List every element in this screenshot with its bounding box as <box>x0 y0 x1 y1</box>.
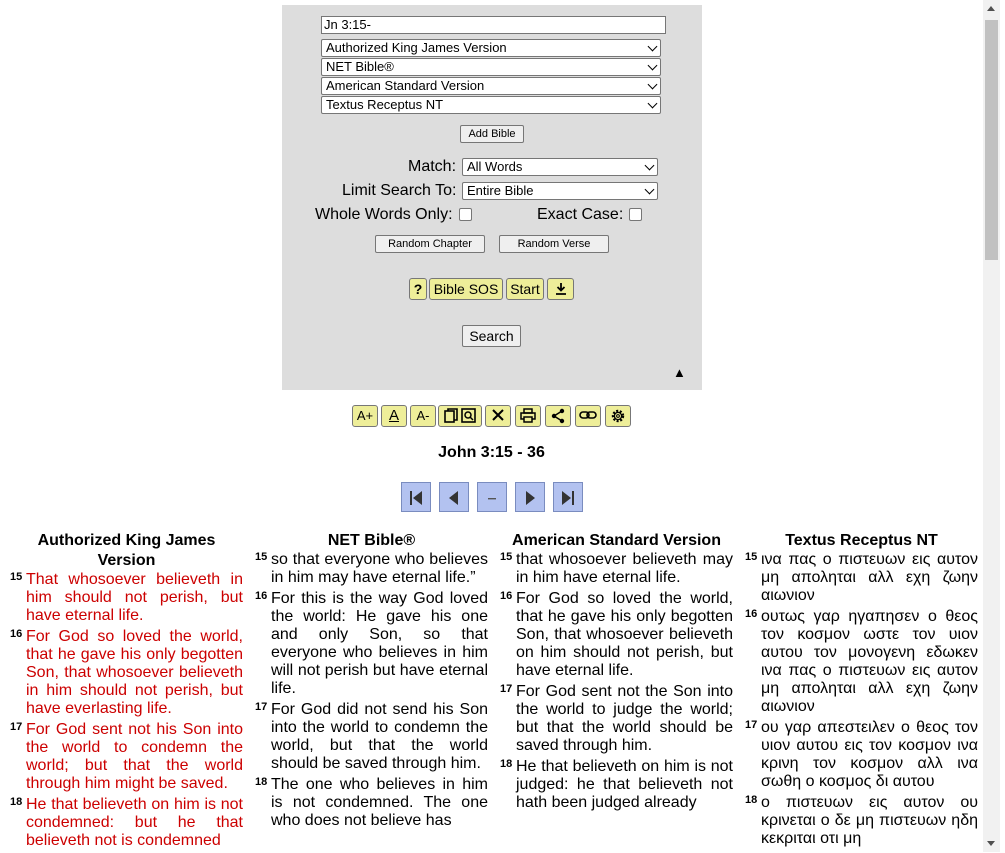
column-title: NET Bible® <box>327 532 416 549</box>
verse <box>500 683 733 755</box>
verse-text: ινα πας ο πιστευων εις αυτον μη αποληται αλλ εχη ζωην αιωνιον <box>761 551 978 604</box>
add-bible-button[interactable]: Add Bible <box>460 125 524 143</box>
skip-first-icon <box>408 490 424 506</box>
bible-column-asv <box>500 531 733 815</box>
bible-select-1[interactable]: Authorized King James Version <box>321 39 661 57</box>
dash-icon <box>484 490 500 506</box>
verse-number: 17 <box>10 721 23 733</box>
clear-button[interactable] <box>485 405 511 427</box>
verse <box>745 608 978 716</box>
next-button[interactable] <box>515 482 545 512</box>
verse <box>745 551 978 605</box>
verse-text: so that everyone who believes in him may have eternal life.” <box>271 551 488 586</box>
match-label: Match: <box>408 158 457 175</box>
verse-text: For God sent not his Son into the world to condemn the world; but that the world through him might be saved. <box>26 721 243 792</box>
exact-case-label: Exact Case: <box>537 206 624 223</box>
chevron-down-icon <box>648 99 658 109</box>
verse-number: 17 <box>255 701 268 713</box>
last-chapter-button[interactable] <box>553 482 583 512</box>
print-button[interactable] <box>515 405 541 427</box>
verse-text: That whosoever believeth in him should not perish, but have eternal life. <box>26 571 243 624</box>
vertical-scrollbar[interactable] <box>983 0 1000 852</box>
verse <box>500 551 733 587</box>
verse-text: For God sent not the Son into the world to judge the world; but that the world should be saved through him. <box>516 683 733 754</box>
previous-icon <box>446 490 462 506</box>
whole-words-label: Whole Words Only: <box>315 206 453 223</box>
verse-number: 17 <box>500 683 513 695</box>
link-icon <box>579 408 597 422</box>
settings-button[interactable] <box>605 405 631 427</box>
bible-sos-button[interactable]: Bible SOS <box>429 278 503 300</box>
verse-number: 15 <box>10 571 23 583</box>
chevron-down-icon <box>648 61 658 71</box>
verse-text: He that believeth on him is not judged: he that believeth not hath been judged already <box>516 758 733 811</box>
verse-number: 17 <box>745 719 758 731</box>
start-button[interactable]: Start <box>506 278 544 300</box>
scroll-up-icon[interactable] <box>987 6 995 11</box>
bible-column-tr <box>745 531 978 851</box>
verse <box>255 551 488 587</box>
search-panel <box>282 5 702 390</box>
limit-search-select[interactable]: Entire Bible <box>462 182 658 200</box>
bible-select-3[interactable]: American Standard Version <box>321 77 661 95</box>
font-decrease-button[interactable]: A- <box>410 405 436 427</box>
verse-number: 18 <box>745 794 758 806</box>
verse-text: He that believeth on him is not condemned: but he that believeth not is condemned <box>26 796 243 849</box>
verse-number: 16 <box>745 608 758 620</box>
first-chapter-button[interactable] <box>401 482 431 512</box>
verse-number: 16 <box>500 590 513 602</box>
verse <box>10 571 243 625</box>
share-button[interactable] <box>545 405 571 427</box>
reference-input[interactable] <box>321 16 666 34</box>
download-icon <box>555 282 567 296</box>
verse-number: 18 <box>255 776 268 788</box>
download-button[interactable] <box>547 278 574 300</box>
verse-text: For God did not send his Son into the world to condemn the world, but that the world should be saved through him. <box>271 701 488 772</box>
print-icon <box>520 408 536 423</box>
verse-number: 18 <box>500 758 513 770</box>
verse-number: 15 <box>500 551 513 563</box>
verse-text: ουτως γαρ ηγαπησεν ο θεος τον κοσμον ωστε τον υιον αυτου τον μονογενη εδωκεν ινα πας ο πιστευων εις αυτον μη αποληται αλλ εχη ζωην αιωνιον <box>761 608 978 715</box>
exact-case-checkbox[interactable] <box>629 208 642 221</box>
verse <box>255 590 488 698</box>
share-icon <box>550 408 566 424</box>
scrollbar-thumb[interactable] <box>985 20 998 260</box>
close-icon <box>491 408 505 422</box>
verse <box>10 721 243 793</box>
match-select[interactable]: All Words <box>462 158 658 176</box>
verse-text: For God so loved the world, that he gave his only begotten Son, that whosoever believeth on him should not perish, but have eternal life. <box>516 590 733 679</box>
scroll-down-icon[interactable] <box>987 841 995 846</box>
collapse-panel-icon[interactable]: ▲ <box>673 365 686 380</box>
column-title: Textus Receptus NT <box>785 532 938 549</box>
search-button[interactable]: Search <box>462 325 521 347</box>
bible-column-net <box>255 531 488 833</box>
previous-button[interactable] <box>439 482 469 512</box>
limit-search-label: Limit Search To: <box>342 182 457 199</box>
verse-text: ο πιστευων εις αυτον ου κρινεται ο δε μη πιστευων ηδη κεκριται οτι μη <box>761 794 978 847</box>
column-title: American Standard Version <box>512 532 721 549</box>
verse <box>10 628 243 718</box>
bible-select-2[interactable]: NET Bible® <box>321 58 661 76</box>
verse <box>500 758 733 812</box>
chevron-down-icon <box>648 80 658 90</box>
verse-number: 15 <box>745 551 758 563</box>
gear-icon <box>610 408 626 424</box>
verse-text: ου γαρ απεστειλεν ο θεος τον υιον αυτου εις τον κοσμον ινα κρινη τον κοσμον αλλ ινα σωθη ο κοσμος δι αυτου <box>761 719 978 790</box>
help-button[interactable]: ? <box>409 278 427 300</box>
font-increase-button[interactable]: A+ <box>352 405 378 427</box>
verse-number: 15 <box>255 551 268 563</box>
current-chapter-button[interactable] <box>477 482 507 512</box>
bible-select-4[interactable]: Textus Receptus NT <box>321 96 661 114</box>
whole-words-checkbox[interactable] <box>459 208 472 221</box>
random-verse-button[interactable]: Random Verse <box>499 235 609 253</box>
verse <box>10 796 243 850</box>
chevron-down-icon <box>645 185 655 195</box>
passage-reference-title: John 3:15 - 36 <box>438 444 545 461</box>
bible-column-kjv <box>10 531 243 853</box>
copy-button[interactable] <box>438 405 482 427</box>
verse-number: 18 <box>10 796 23 808</box>
verse <box>745 794 978 848</box>
random-chapter-button[interactable]: Random Chapter <box>375 235 485 253</box>
copy-icon <box>442 408 478 424</box>
verse <box>255 776 488 830</box>
font-reset-button[interactable]: A <box>381 405 407 427</box>
verse-text: that whosoever believeth may in him have eternal life. <box>516 551 733 586</box>
verse <box>745 719 978 791</box>
verse-number: 16 <box>255 590 268 602</box>
verse <box>500 590 733 680</box>
column-title: Authorized King James Version <box>37 532 216 569</box>
verse-text: For God so loved the world, that he gave his only begotten Son, that whosoever believeth in him should not perish, but have everlasting life. <box>26 628 243 717</box>
verse <box>255 701 488 773</box>
link-button[interactable] <box>575 405 601 427</box>
verse-number: 16 <box>10 628 23 640</box>
chevron-down-icon <box>645 161 655 171</box>
next-icon <box>522 490 538 506</box>
skip-last-icon <box>560 490 576 506</box>
chevron-down-icon <box>648 42 658 52</box>
verse-text: For this is the way God loved the world: He gave his one and only Son, so that everyone who believes in him will not perish but have eternal life. <box>271 590 488 697</box>
verse-text: The one who believes in him is not condemned. The one who does not believe has <box>271 776 488 829</box>
